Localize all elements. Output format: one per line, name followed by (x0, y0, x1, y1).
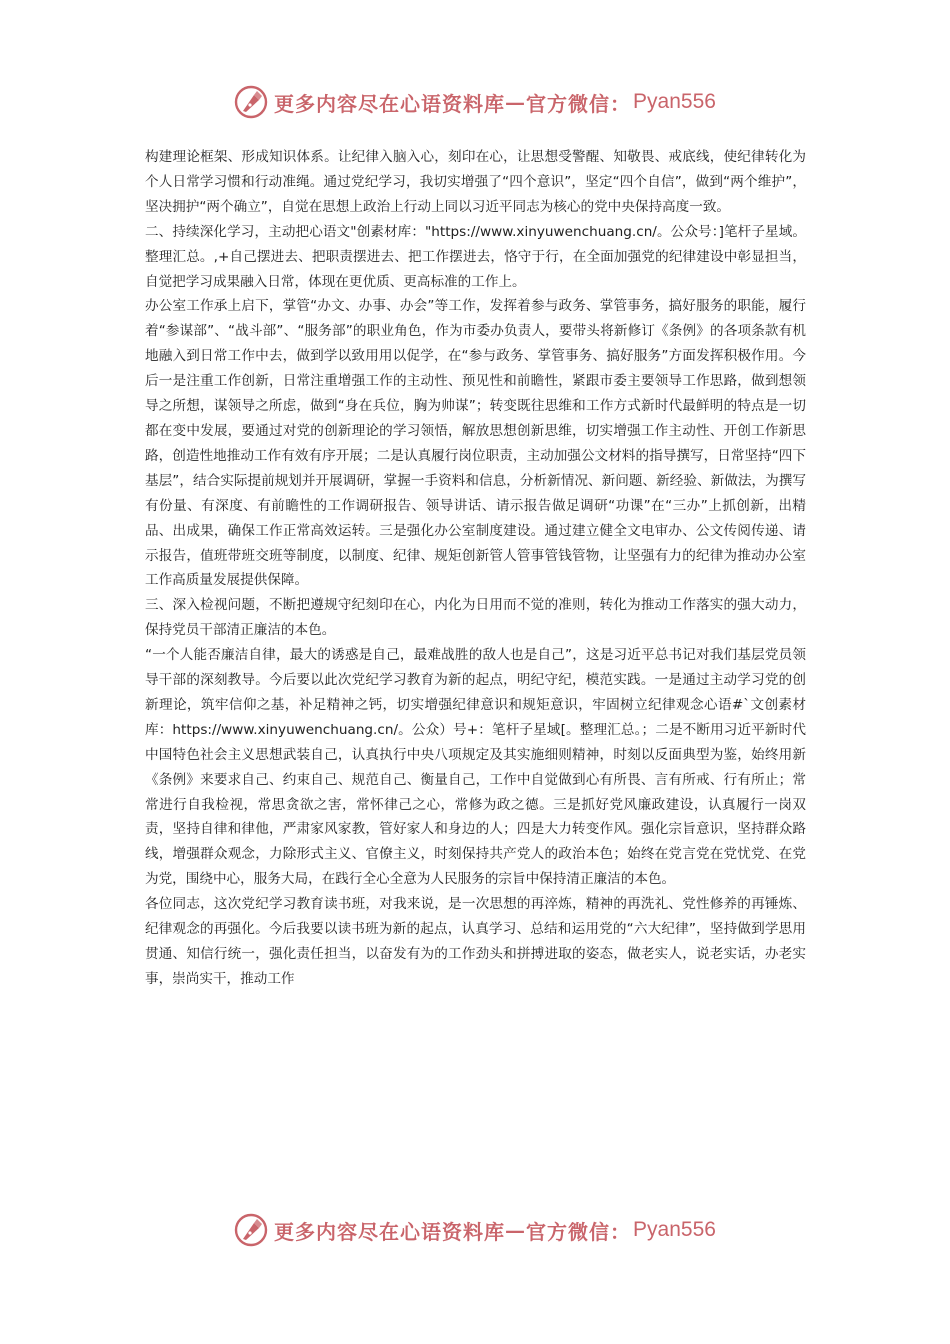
watermark-brand: 更多内容尽在心语资料库 (274, 91, 506, 116)
paragraph-1: 构建理论框架、形成知识体系。让纪律入脑入心，刻印在心，让思想受警醒、知敬畏、戒底线，使纪律转化为个人日常学习惯和行动准绳。通过党纪学习，我切实增强了“四个意识”，坚定“四个自信”，做到“两个维护”，坚决拥护“两个确立”，自觉在思想上政治上行动上同以习近平同志为核心的党中央保持高度一致。 (145, 149, 806, 215)
header-watermark-banner (0, 82, 950, 122)
paragraph-6: 各位同志，这次党纪学习教育读书班，对我来说，是一次思想的再淬炼，精神的再洗礼、党性修养的再锤炼、纪律观念的再强化。今后我要以读书班为新的起点，认真学习、总结和运用党的“六大纪律”，坚持做到学思用贯通、知信行统一，强化责任担当，以奋发有为的工作劲头和拼搏进取的姿态，做老实人，说老实话，办老实事，崇尚实干，推动工作 (145, 896, 806, 987)
paragraph-4: 三、深入检视问题，不断把遵规守纪刻印在心，内化为日用而不觉的准则，转化为推动工作落实的强大动力，保持党员干部清正廉洁的本色。 (145, 597, 806, 639)
pen-nib-logo-icon (234, 1213, 268, 1247)
footer-watermark-banner (0, 1210, 950, 1250)
document-body (145, 145, 806, 992)
watermark-brand: 更多内容尽在心语资料库 (274, 1219, 506, 1244)
watermark-dash: — (505, 1218, 527, 1242)
paragraph-5: “一个人能否廉洁自律，最大的诱惑是自己，最难战胜的敌人也是自己”，这是习近平总书记对我们基层党员领导干部的深刻教导。今后要以此次党纪学习教育为新的起点，明纪守纪，模范实践。一是通过主动学习党的创新理论，筑牢信仰之基，补足精神之钙，切实增强纪律意识和规矩意识，牢固树立纪律观念心语#`文创素材库：https://www.xinyuwenchuang.cn/。公众）号+：笔杆子星域[。整理汇总。；二是不断用习近平新时代中国特色社会主义思想武装自己，认真执行中央八项规定及其实施细则精神，时刻以反面典型为鉴，始终用新《条例》来要求自己、约束自己、规范自己、衡量自己，工作中自觉做到心有所畏、言有所戒、行有所止；常常进行自我检视，常思贪欲之害，常怀律己之心，常修为政之德。三是抓好党风廉政建设，认真履行一岗双责，坚持自律和律他，严肃家风家教，管好家人和身边的人；四是大力转变作风。强化宗旨意识，坚持群众路线，增强群众观念，力除形式主义、官僚主义，时刻保持共产党人的政治本色；始终在党言党在党忧党、在党为党，围绕中心，服务大局，在践行全心全意为人民服务的宗旨中保持清正廉洁的本色。 (145, 647, 806, 888)
watermark-wechat-id: Pyan556 (633, 1218, 716, 1241)
watermark-suffix: 官方微信： (526, 1219, 632, 1244)
watermark-wechat-id: Pyan556 (633, 90, 716, 113)
paragraph-2: 二、持续深化学习，主动把心语文"创素材库："https://www.xinyuwenchuang.cn/。公众号：]笔杆子星域。整理汇总。,+自己摆进去、把职责摆进去、把工作摆进去，恪守于行，在全面加强党的纪律建设中彰显担当，自觉把学习成果融入日常，体现在更优质、更高标准的工作上。 (145, 223, 806, 290)
pen-nib-logo-icon (234, 85, 268, 119)
watermark-dash: — (505, 90, 527, 114)
watermark-suffix: 官方微信： (526, 91, 632, 116)
paragraph-3: 办公室工作承上启下，掌管“办文、办事、办会”等工作，发挥着参与政务、掌管事务，搞好服务的职能，履行着“参谋部”、“战斗部”、“服务部”的职业角色，作为市委办负责人，要带头将新修订《条例》的各项条款有机地融入到日常工作中去，做到学以致用用以促学，在“参与政务、掌管事务、搞好服务”方面发挥积极作用。今后一是注重工作创新，日常注重增强工作的主动性、预见性和前瞻性，紧跟市委主要领导工作思路，做到想领导之所想，谋领导之所虑，做到“身在兵位，胸为帅谋”；转变既往思维和工作方式新时代最鲜明的特点是一切都在变中发展，要通过对党的创新理论的学习领悟，解放思想创新思维，切实增强工作主动性、开创工作新思路，创造性地推动工作有效有序开展；二是认真履行岗位职责，主动加强公文材料的指导撰写，日常坚持“四下基层”，结合实际提前规划并开展调研，掌握一手资料和信息，分析新情况、新问题、新经验、新做法，为撰写有份量、有深度、有前瞻性的工作调研报告、领导讲话、请示报告做足调研“功课”在“三办”上抓创新，出精品、出成果，确保工作正常高效运转。三是强化办公室制度建设。通过建立健全文电审办、公文传阅传递、请示报告，值班带班交班等制度，以制度、纪律、规矩创新管人管事管钱管物，让坚强有力的纪律为推动办公室工作高质量发展提供保障。 (145, 298, 806, 589)
